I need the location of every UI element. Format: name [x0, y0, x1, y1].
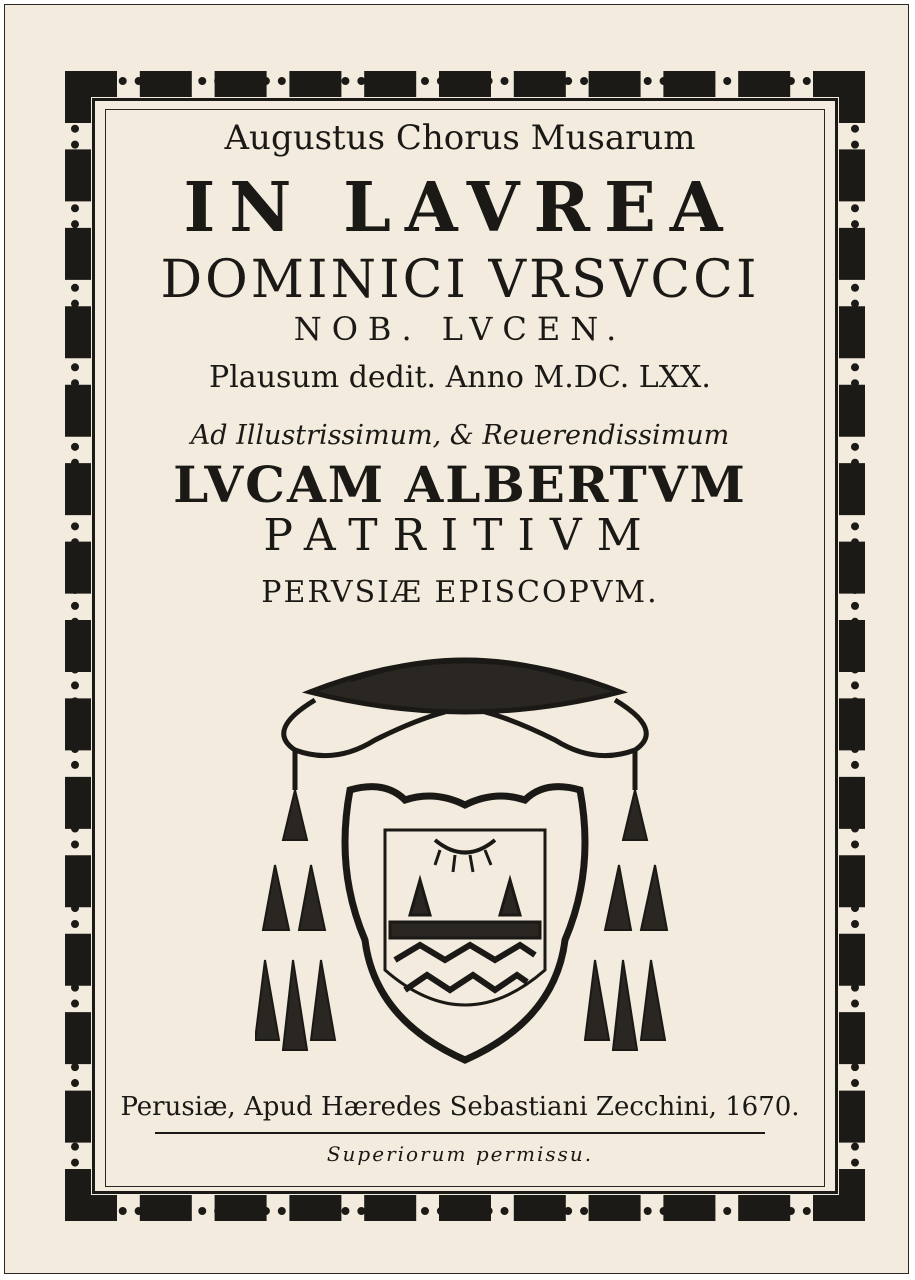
title-line-2: IN LAVREA: [183, 168, 737, 248]
dedicatee-name: LVCAM ALBERTVM: [173, 455, 747, 514]
dedication-line: Ad Illustrissimum, & Reuerendissimum: [190, 420, 730, 451]
dedicatee-surname: PATRITIVM: [263, 510, 657, 561]
imprint-rule: [155, 1132, 765, 1134]
title-line-5: Plausum dedit. Anno M.DC. LXX.: [209, 360, 711, 395]
coat-of-arms: [255, 640, 675, 1080]
dedicatee-title: PERVSIÆ EPISCOPVM.: [261, 575, 659, 610]
license-line: Superiorum permissu.: [326, 1142, 594, 1166]
title-line-1: Augustus Chorus Musarum: [224, 118, 696, 158]
title-line-4: NOB. LVCEN.: [293, 310, 627, 348]
imprint-line: Perusiæ, Apud Hæredes Sebastiani Zecchini, 1670.: [120, 1092, 800, 1122]
title-line-3: DOMINICI VRSVCCI: [160, 250, 760, 310]
